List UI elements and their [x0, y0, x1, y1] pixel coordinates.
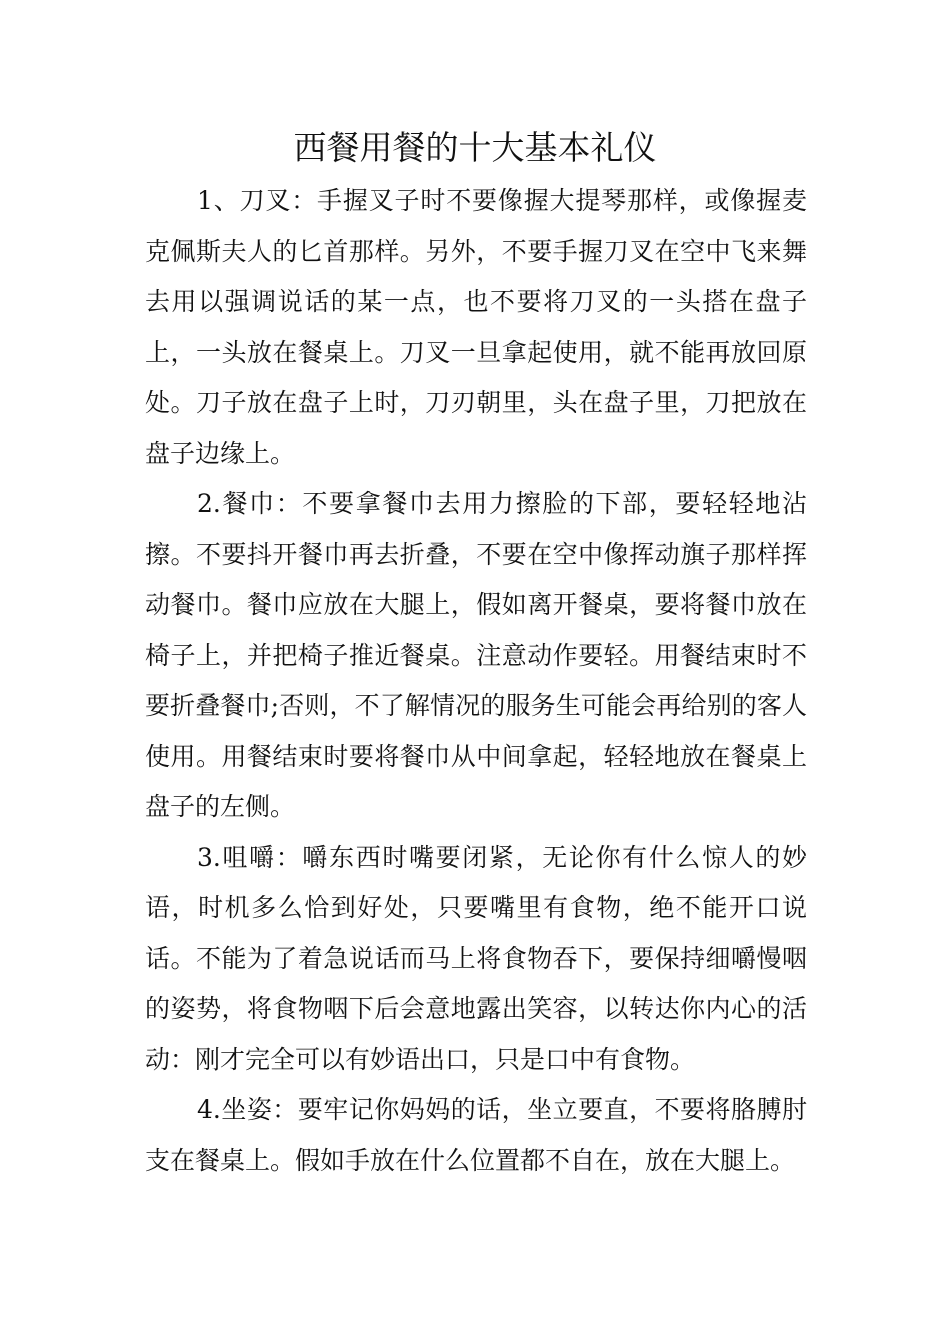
document-title: 西餐用餐的十大基本礼仪	[293, 128, 657, 167]
paragraph-chewing: 3.咀嚼：嚼东西时嘴要闭紧，无论你有什么惊人的妙语，时机多么恰到好处，只要嘴里有食物，绝不能开口说话。不能为了着急说话而马上将食物吞下，要保持细嚼慢咽的姿势，将食物咽下后会意地露出笑容，以转达你内心的活动：刚才完全可以有妙语出口，只是口中有食物。	[145, 842, 807, 1074]
paragraph-napkin: 2.餐巾：不要拿餐巾去用力擦脸的下部，要轻轻地沾擦。不要抖开餐巾再去折叠，不要在空中像挥动旗子那样挥动餐巾。餐巾应放在大腿上，假如离开餐桌，要将餐巾放在椅子上，并把椅子推近餐桌。注意动作要轻。用餐结束时不要折叠餐巾;否则，不了解情况的服务生可能会再给别的客人使用。用餐结束时要将餐巾从中间拿起，轻轻地放在餐桌上盘子的左侧。	[145, 489, 807, 821]
document-body	[145, 176, 807, 1186]
paragraph-posture: 4.坐姿：要牢记你妈妈的话，坐立要直，不要将胳膊肘支在餐桌上。假如手放在什么位置都不自在，放在大腿上。	[145, 1095, 807, 1175]
paragraph-knife-fork: 1、刀叉：手握叉子时不要像握大提琴那样，或像握麦克佩斯夫人的匕首那样。另外，不要手握刀叉在空中飞来舞去用以强调说话的某一点，也不要将刀叉的一头搭在盘子上，一头放在餐桌上。刀叉一旦拿起使用，就不能再放回原处。刀子放在盘子上时，刀刃朝里，头在盘子里，刀把放在盘子边缘上。	[145, 186, 807, 468]
